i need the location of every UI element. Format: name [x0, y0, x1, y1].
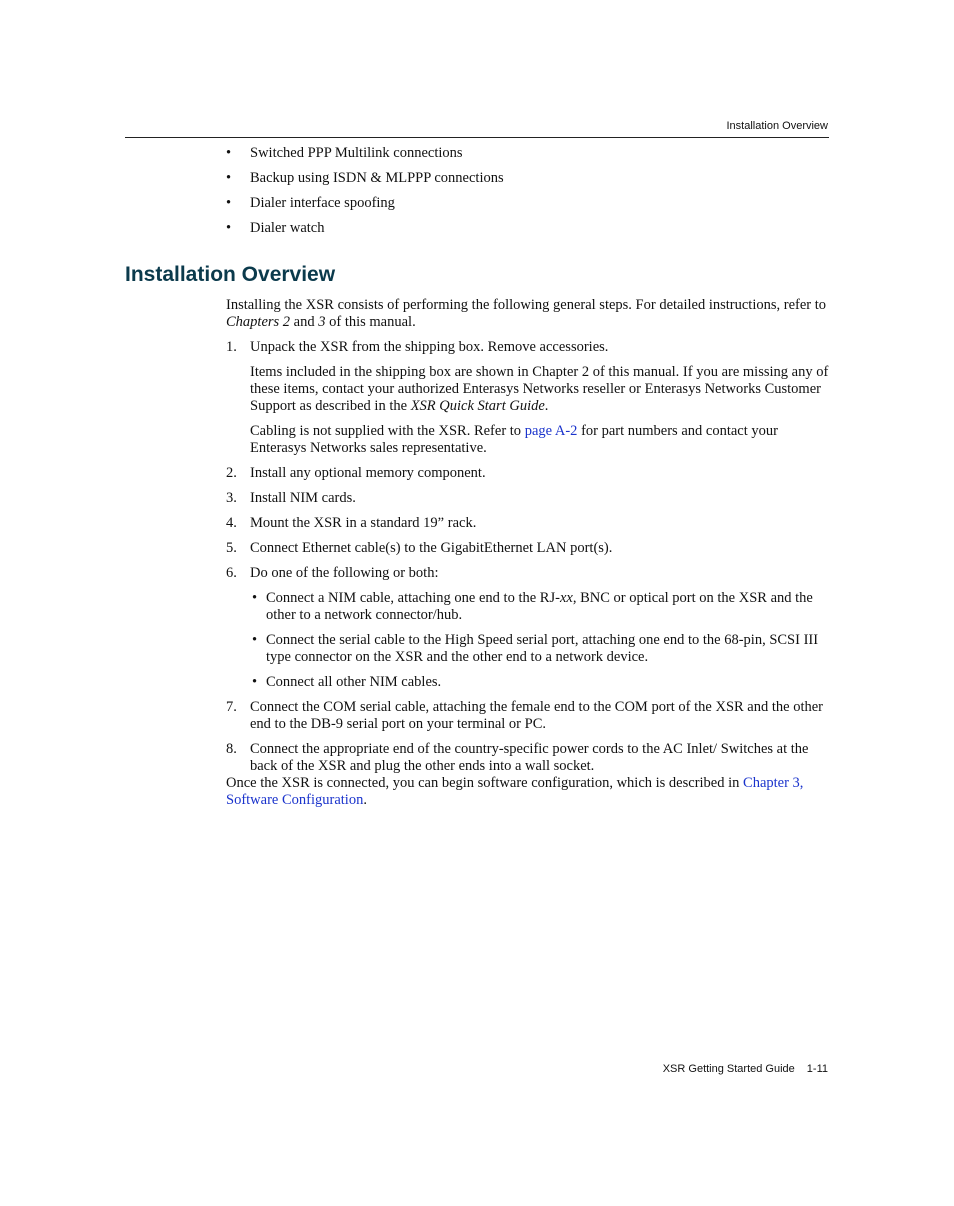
running-header: Installation Overview [726, 120, 828, 132]
bullet-icon: • [226, 170, 232, 186]
bullet-icon: • [252, 632, 258, 648]
step-number: 5. [226, 540, 237, 556]
page-a2-link[interactable]: page A-2 [524, 423, 578, 439]
closing-paragraph: Once the XSR is connected, you can begin software configuration, which is described in Chapter 3, Software Configuration. [226, 775, 804, 808]
step-number: 8. [226, 741, 237, 757]
intro-paragraph: Installing the XSR consists of performing the following general steps. For detailed instructions, refer to Chapters 2 and 3 of this manual. [226, 297, 827, 330]
step-number: 1. [226, 339, 237, 355]
bullet-icon: • [226, 220, 232, 236]
chapter-3-link[interactable]: Chapter 3, Software Configuration [226, 775, 804, 808]
page-number: 1-11 [806, 1063, 828, 1075]
step-1: 1. Unpack the XSR from the shipping box. Remove accessories. Items included in the shipping box are shown in Chapter 2 of this manual. If you are missing any of these items, contact your authorized Enterasys Networks reseller or Enterasys Networks Customer Support as described in the XSR Quick Start Guide. Cabling is not supplied with the XSR. Refer to page A-2 for part numbers and contact your Enterasys Networks sales representative. [226, 339, 829, 456]
list-item: • Dialer interface spoofing [226, 195, 395, 211]
bullet-icon: • [226, 195, 232, 211]
step-number: 2. [226, 465, 237, 481]
step-1-note: Items included in the shipping box are shown in Chapter 2 of this manual. If you are missing any of these items, contact your authorized Enterasys Networks reseller or Enterasys Networks Customer Support as described in the XSR Quick Start Guide. [250, 364, 829, 414]
list-item: • Switched PPP Multilink connections [226, 145, 463, 161]
section-title: Installation Overview [125, 263, 336, 286]
step-3: 3. Install NIM cards. [226, 490, 356, 506]
sub-item: • Connect a NIM cable, attaching one end to the RJ-xx, BNC or optical port on the XSR and the other to a network connector/hub. [252, 590, 813, 623]
step-number: 3. [226, 490, 237, 506]
step-number: 7. [226, 699, 237, 715]
bullet-icon: • [252, 674, 258, 690]
sub-item: • Connect the serial cable to the High Speed serial port, attaching one end to the 68-pin, SCSI III type connector on the XSR and the other end to a network device. [252, 632, 819, 665]
step-6: 6. Do one of the following or both: • Connect a NIM cable, attaching one end to the RJ-xx, BNC or optical port on the XSR and the other to a network connector/hub. • Connect the serial cable to the High Speed serial port, attaching one end to the 68-pin, SCSI III type connector on the XSR and the other end to a network device. • Connect all other NIM cables. [226, 565, 829, 691]
step-number: 6. [226, 565, 237, 581]
step-8: 8. Connect the appropriate end of the country-specific power cords to the AC Inlet/ Switches at the back of the XSR and plug the other ends into a wall socket. [226, 741, 809, 774]
step-5: 5. Connect Ethernet cable(s) to the GigabitEthernet LAN port(s). [226, 540, 613, 556]
feature-bullet-list [226, 144, 504, 244]
step-1-cabling-note: Cabling is not supplied with the XSR. Refer to page A-2 for part numbers and contact your Enterasys Networks sales representative. [250, 423, 778, 456]
bullet-icon: • [226, 145, 232, 161]
step-2: 2. Install any optional memory component. [226, 465, 486, 481]
section-body [226, 297, 829, 809]
page-footer [663, 1063, 828, 1075]
sub-item: • Connect all other NIM cables. [252, 674, 442, 690]
list-item: • Backup using ISDN & MLPPP connections [226, 170, 504, 186]
step-4: 4. Mount the XSR in a standard 19” rack. [226, 515, 477, 531]
list-item: • Dialer watch [226, 220, 325, 236]
header-rule [125, 137, 829, 138]
bullet-icon: • [252, 590, 258, 606]
step-number: 4. [226, 515, 237, 531]
guide-title: XSR Getting Started Guide [662, 1063, 795, 1075]
step-7: 7. Connect the COM serial cable, attaching the female end to the COM port of the XSR and the other end to the DB-9 serial port on your terminal or PC. [226, 699, 823, 732]
